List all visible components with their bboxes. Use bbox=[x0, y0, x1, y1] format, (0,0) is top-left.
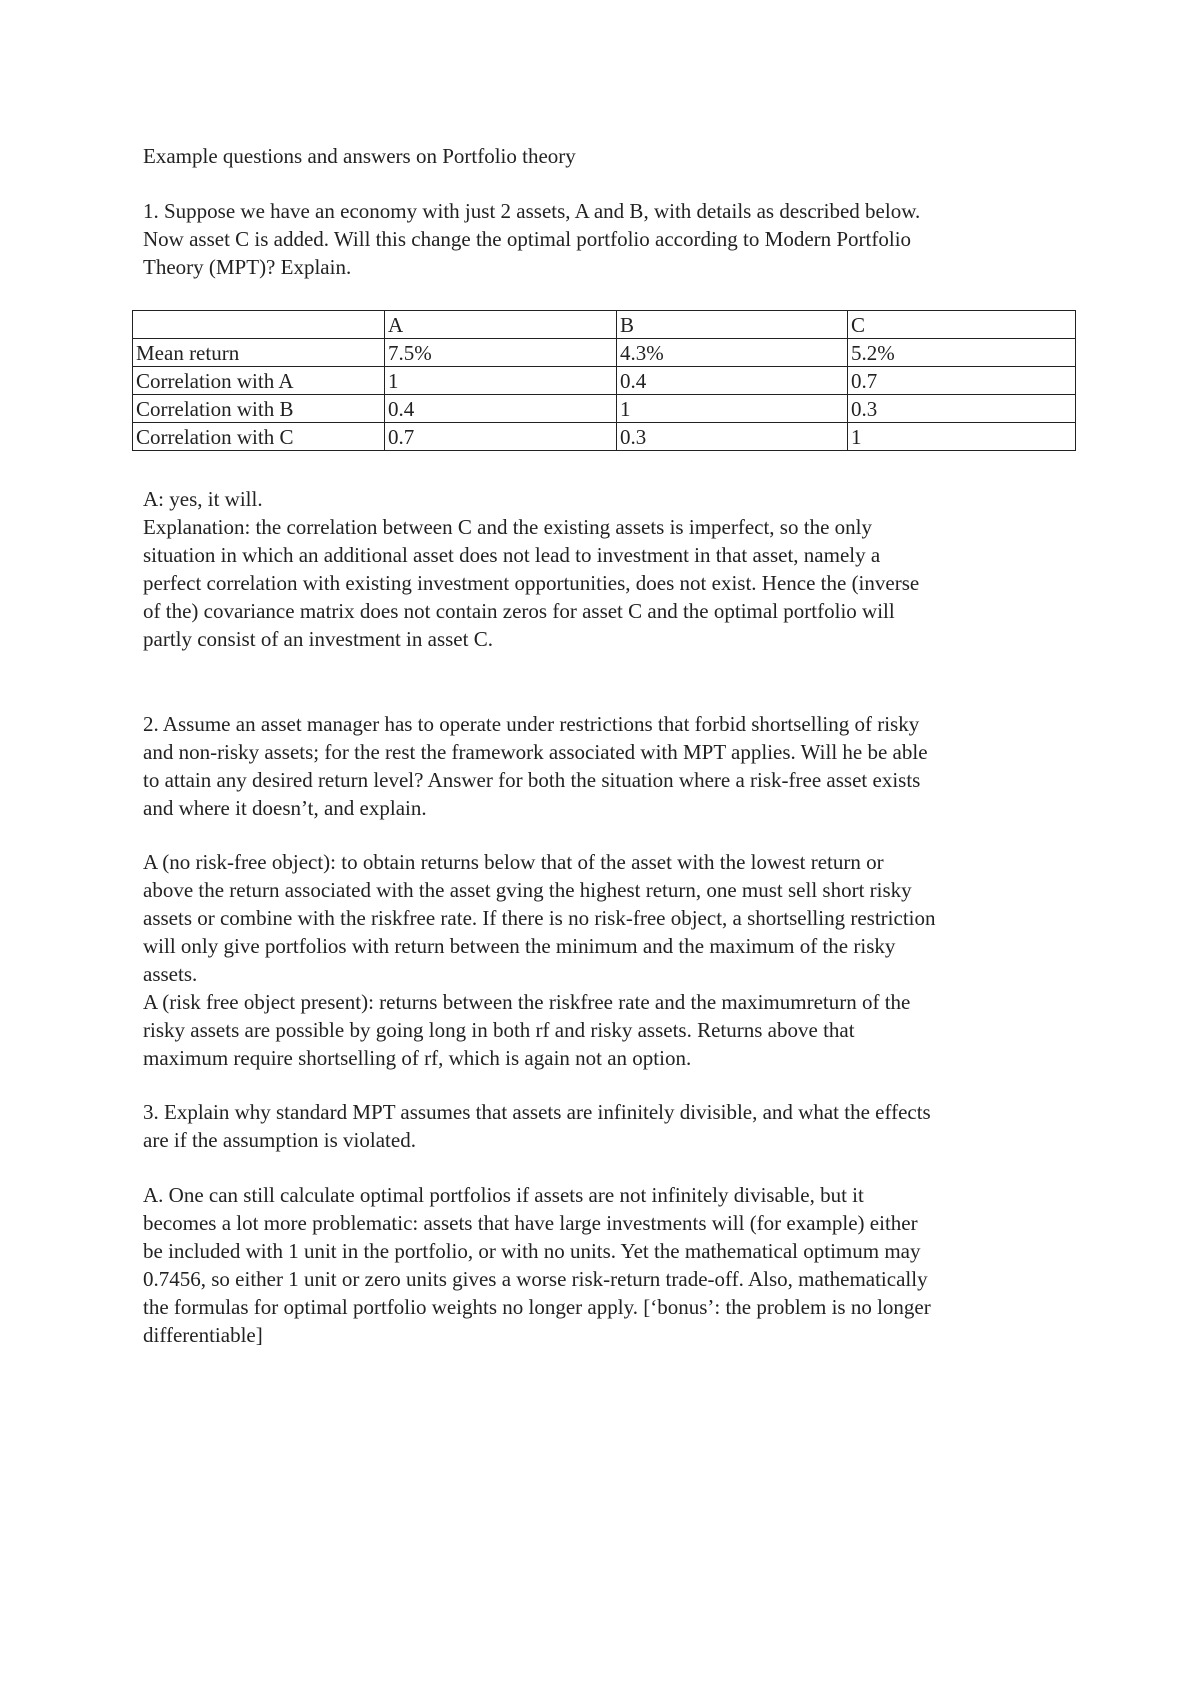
question-2-line: to attain any desired return level? Answer for both the situation where a risk-free asset exists bbox=[143, 768, 921, 792]
question-2 bbox=[143, 710, 1073, 822]
answer-2-line: maximum require shortselling of rf, which is again not an option. bbox=[143, 1046, 692, 1070]
table-row bbox=[133, 395, 1076, 423]
table-row-label: Correlation with C bbox=[133, 423, 385, 451]
table-cell: 5.2% bbox=[848, 339, 1076, 367]
table-header-cell bbox=[133, 311, 385, 339]
question-1 bbox=[143, 197, 1073, 281]
table-cell: 1 bbox=[617, 395, 848, 423]
question-2-line: and non-risky assets; for the rest the framework associated with MPT applies. Will he be able bbox=[143, 740, 928, 764]
question-2-line: 2. Assume an asset manager has to operate under restrictions that forbid shortselling of risky bbox=[143, 712, 920, 736]
asset-data-table bbox=[132, 310, 1076, 451]
table-header-cell: C bbox=[848, 311, 1076, 339]
answer-3-line: the formulas for optimal portfolio weights no longer apply. [‘bonus’: the problem is no longer bbox=[143, 1295, 931, 1319]
answer-3-line: becomes a lot more problematic: assets that have large investments will (for example) either bbox=[143, 1211, 918, 1235]
document-title bbox=[143, 142, 1073, 170]
answer-3-line: be included with 1 unit in the portfolio, or with no units. Yet the mathematical optimum may bbox=[143, 1239, 921, 1263]
answer-1 bbox=[143, 485, 1073, 653]
answer-1-line: Explanation: the correlation between C and the existing assets is imperfect, so the only bbox=[143, 515, 872, 539]
table-cell: 7.5% bbox=[385, 339, 617, 367]
question-1-line: 1. Suppose we have an economy with just 2 assets, A and B, with details as described below. bbox=[143, 199, 921, 223]
table-row bbox=[133, 367, 1076, 395]
answer-2 bbox=[143, 848, 1073, 1072]
table-header-cell: A bbox=[385, 311, 617, 339]
answer-3 bbox=[143, 1181, 1073, 1349]
table-row-label: Correlation with B bbox=[133, 395, 385, 423]
question-3-line: are if the assumption is violated. bbox=[143, 1128, 416, 1152]
table-row bbox=[133, 423, 1076, 451]
question-2-line: and where it doesn’t, and explain. bbox=[143, 796, 427, 820]
answer-2-line: assets or combine with the riskfree rate. If there is no risk-free object, a shortselling restriction bbox=[143, 906, 936, 930]
question-1-line: Now asset C is added. Will this change the optimal portfolio according to Modern Portfolio bbox=[143, 227, 912, 251]
answer-2-line: risky assets are possible by going long in both rf and risky assets. Returns above that bbox=[143, 1018, 855, 1042]
question-3 bbox=[143, 1098, 1073, 1154]
answer-1-line: partly consist of an investment in asset C. bbox=[143, 627, 493, 651]
table-header-row bbox=[133, 311, 1076, 339]
answer-1-line: A: yes, it will. bbox=[143, 487, 263, 511]
answer-1-line: situation in which an additional asset does not lead to investment in that asset, namely a bbox=[143, 543, 881, 567]
table-cell: 0.4 bbox=[617, 367, 848, 395]
table-cell: 0.4 bbox=[385, 395, 617, 423]
table-cell: 0.7 bbox=[385, 423, 617, 451]
table-header-cell: B bbox=[617, 311, 848, 339]
table-cell: 1 bbox=[385, 367, 617, 395]
title-text: Example questions and answers on Portfolio theory bbox=[143, 144, 576, 168]
table-cell: 0.3 bbox=[848, 395, 1076, 423]
question-3-line: 3. Explain why standard MPT assumes that assets are infinitely divisible, and what the effects bbox=[143, 1100, 931, 1124]
answer-3-line: 0.7456, so either 1 unit or zero units gives a worse risk-return trade-off. Also, mathematically bbox=[143, 1267, 928, 1291]
question-1-line: Theory (MPT)? Explain. bbox=[143, 255, 352, 279]
table-cell: 4.3% bbox=[617, 339, 848, 367]
answer-1-line: perfect correlation with existing investment opportunities, does not exist. Hence the (inverse bbox=[143, 571, 920, 595]
table-cell: 0.7 bbox=[848, 367, 1076, 395]
answer-3-line: differentiable] bbox=[143, 1323, 263, 1347]
table-cell: 0.3 bbox=[617, 423, 848, 451]
table-row-label: Mean return bbox=[133, 339, 385, 367]
table-cell: 1 bbox=[848, 423, 1076, 451]
answer-2-line: above the return associated with the asset gving the highest return, one must sell short risky bbox=[143, 878, 912, 902]
answer-2-line: A (risk free object present): returns between the riskfree rate and the maximumreturn of the bbox=[143, 990, 911, 1014]
answer-1-line: of the) covariance matrix does not contain zeros for asset C and the optimal portfolio will bbox=[143, 599, 895, 623]
table-row bbox=[133, 339, 1076, 367]
answer-2-line: will only give portfolios with return between the minimum and the maximum of the risky bbox=[143, 934, 896, 958]
answer-3-line: A. One can still calculate optimal portfolios if assets are not infinitely divisable, but it bbox=[143, 1183, 864, 1207]
answer-2-line: assets. bbox=[143, 962, 198, 986]
answer-2-line: A (no risk-free object): to obtain returns below that of the asset with the lowest return or bbox=[143, 850, 884, 874]
table-row-label: Correlation with A bbox=[133, 367, 385, 395]
